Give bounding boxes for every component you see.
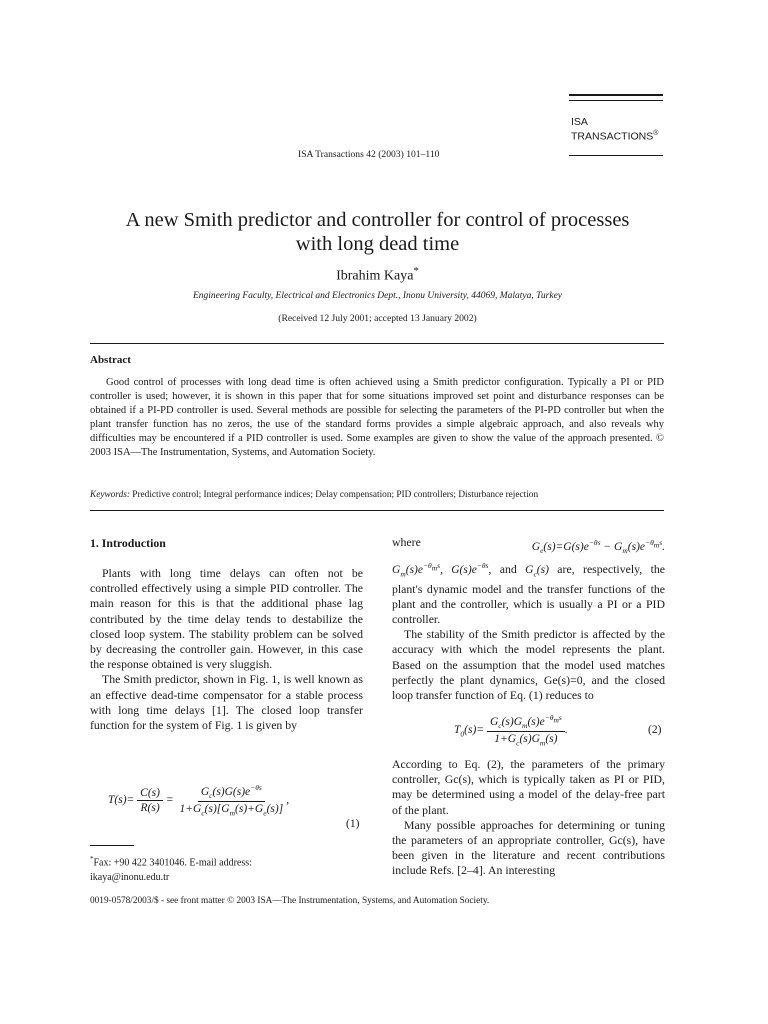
keywords	[90, 490, 664, 500]
left-column-text	[90, 566, 363, 733]
author-footnote	[90, 852, 340, 885]
eq1-fraction-1	[137, 787, 163, 814]
abstract-heading: Abstract	[90, 354, 131, 366]
affiliation: Engineering Faculty, Electrical and Electronics Dept., Inonu University, 44069, Malatya, Turkey	[192, 291, 562, 301]
eq1-fraction-2	[177, 783, 287, 817]
equation-2: $T_0(s)=$ $\frac{G_c(s)G_m(s)e^{-\theta_ms}}{1+G_c(s)G_m(s)}$ .	[454, 713, 568, 748]
right-paragraph-approaches: Many possible approaches for determining or tuning the parameters of an appropriate controller, Gc(s), have been given in the literature and recent contributions include Refs. [2–4]. An interesting	[392, 817, 665, 878]
eq2-num: $G_c(s)G_m(s)e^{-\theta_ms}$	[487, 713, 565, 732]
abstract-rule-bottom	[90, 510, 664, 511]
intro-paragraph-2: The Smith predictor, shown in Fig. 1, is well known as an effective dead-time compensator for a stable process with long time delays [1]. The closed loop transfer function for the system of Fig. 1 is given by	[90, 672, 363, 733]
where-label: where	[392, 535, 421, 549]
header-rule-top	[569, 94, 663, 96]
abstract-text: Good control of processes with long dead time is often achieved using a Smith predictor configuration. Typically a PI or PID controller is used; however, it is shown in this paper that for some situations improved set point and disturbance responses can be obtained if a PI-PD controller is used. Several methods are possible for selecting the parameters of the PI-PD controller but when the plant transfer function has no zeros, the use of the standard forms provides a simple algebraic approach, and also reveals why difficulties may be encountered if a PID controller is used. Some examples are given to show the value of the approach presented. © 2003 ISA—The Instrumentation, Systems, and Automation Society.	[90, 377, 664, 458]
paper-title	[60, 208, 695, 256]
received-dates: (Received 12 July 2001; accepted 13 January 2002)	[278, 313, 477, 324]
right-paragraph-eq2: According to Eq. (2), the parameters of the primary controller, Gc(s), which is typically taken as PI or PID, may be determined using a model of the delay-free part of the plant.	[392, 757, 665, 817]
eq1-num2: $G_c(s)G(s)e^{-\theta s}$	[198, 783, 265, 802]
journal-reference: ISA Transactions 42 (2003) 101–110	[298, 149, 440, 160]
registered-mark: ®	[653, 130, 659, 137]
eq1-den1: R(s)	[140, 801, 160, 814]
intro-paragraph-1: Plants with long time delays can often not be controlled effectively using a simple PID controller. The main reason for this is that the additional phase lag contributed by the time delay tends to destabilize the closed loop system. The stability problem can be solved by decreasing the controller gain. However, in this case the response obtained is very sluggish.	[90, 566, 363, 672]
where-paragraph: $G_m(s)e^{-\theta_ms}$, $G(s)e^{-\theta s}$, and $G_c(s)$ are, respectively, the plant's dynamic model and the transfer functions of the plant and the controller, which is usually a PI or a PID controller.	[392, 561, 665, 627]
logo-line-2: TRANSACTIONS	[571, 130, 654, 143]
abstract-rule-top	[90, 343, 664, 344]
author-name: Ibrahim Kaya	[336, 268, 414, 284]
copyright-footer: 0019-0578/2003/$ - see front matter © 2003 ISA—The Instrumentation, Systems, and Automation Society.	[90, 896, 490, 906]
footnote-line-1: Fax: +90 422 3401046. E-mail address:	[93, 857, 252, 869]
section-heading-introduction: 1. Introduction	[90, 536, 166, 550]
equation-1-number: (1)	[346, 818, 360, 830]
where-equation: $G_e(s)=G(s)e^{-\theta s} - G_m(s)e^{-\theta_ms}$.	[531, 538, 665, 556]
eq1-num1: C(s)	[137, 787, 163, 801]
author-mark: *	[413, 265, 419, 277]
right-column-where	[392, 535, 665, 703]
equation-1: T(s)= $\frac{C(s)}{R(s)}$ = $\frac{G_c(s)G(s)e^{-\theta s}}{1+G_c(s)[G_m(s)+G_e(s)]}$ ,	[108, 783, 290, 818]
keywords-text: Predictive control; Integral performance indices; Delay compensation; PID controllers; Disturbance rejection	[132, 490, 539, 500]
header-rule-second	[569, 100, 663, 101]
eq2-den: $1+G_c(s)G_m(s)$	[494, 733, 558, 748]
eq1-lhs: T(s)=	[108, 793, 135, 806]
title-line-1: A new Smith predictor and controller for control of processes	[125, 209, 630, 231]
eq1-den2: $1+G_c(s)[G_m(s)+G_e(s)]$	[179, 803, 284, 818]
footnote-mark: *	[90, 855, 94, 863]
author-line	[60, 265, 695, 285]
equation-2-number: (2)	[648, 724, 662, 736]
title-line-2: with long dead time	[295, 233, 460, 255]
header-rule-bottom	[569, 155, 663, 156]
logo-line-1: ISA	[571, 116, 588, 128]
footnote-line-2: ikaya@inonu.edu.tr	[90, 872, 170, 884]
keywords-label: Keywords:	[90, 490, 130, 500]
eq2-lhs: $T_0(s)=$	[454, 723, 485, 739]
eq2-fraction	[487, 713, 565, 747]
footnote-rule	[90, 845, 134, 846]
right-column-text-2	[392, 757, 665, 879]
right-paragraph-stability: The stability of the Smith predictor is affected by the accuracy with which the model represents the plant. Based on the assumption that the model used matches perfectly the plant dynamics, Ge(s)=0, and the closed loop transfer function of Eq. (1) reduces to	[392, 627, 665, 703]
journal-logo	[571, 116, 658, 143]
